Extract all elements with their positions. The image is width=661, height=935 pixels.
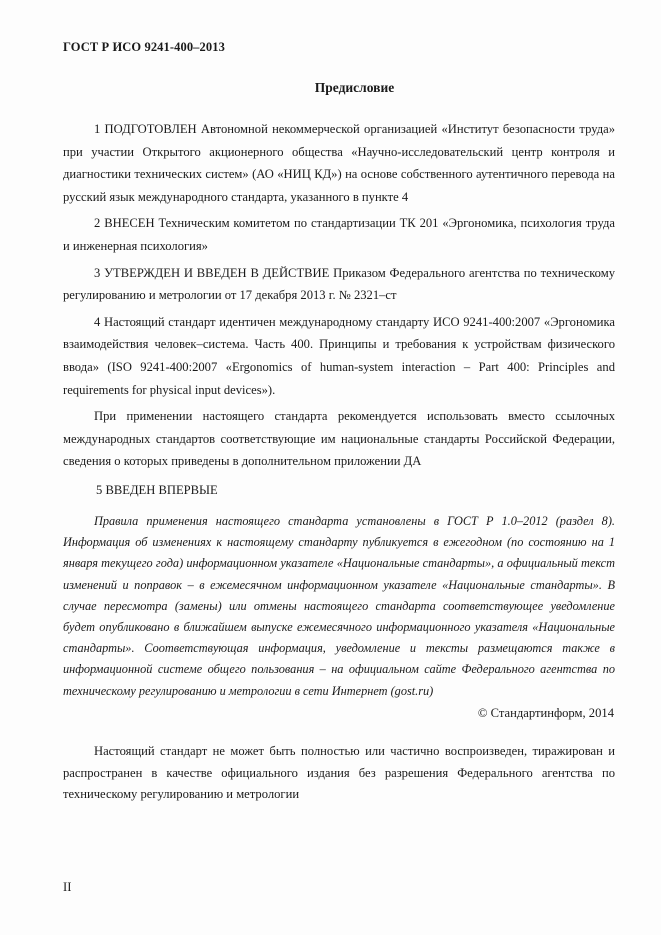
reproduction-notice-text: Настоящий стандарт не может быть полностью или частично воспроизведен, тиражирован и распространен в качестве официального издания без разрешения Федерального агентства по техническому регулированию и метрологии bbox=[63, 744, 615, 801]
foreword-paragraph-introduced: 2 ВНЕСЕН Техническим комитетом по стандартизации ТК 201 «Эргономика, психология труда и инженерная психология» bbox=[63, 216, 615, 253]
foreword-paragraph-identical: 4 Настоящий стандарт идентичен международному стандарту ИСО 9241-400:2007 «Эргономика взаимодействия человек–система. Часть 400. Принципы и требования к устройствам физического ввода» (ISO 9241-400:2007 «Ergonomics of human-system interaction – Part 400: Principles and requirements for physical input devices»). bbox=[63, 314, 615, 397]
foreword-paragraph-approved: 3 УТВЕРЖДЕН И ВВЕДЕН В ДЕЙСТВИЕ Приказом Федерального агентства по техническому регулированию и метрологии от 17 декабря 2013 г. № 2321–ст bbox=[63, 265, 615, 303]
foreword-paragraph-first-introduced: 5 ВВЕДЕН ВПЕРВЫЕ bbox=[96, 482, 218, 497]
foreword-title: Предисловие bbox=[314, 80, 395, 95]
foreword-body bbox=[63, 118, 615, 502]
application-rules-notice bbox=[63, 511, 615, 702]
page-number: II bbox=[63, 880, 72, 894]
copyright-line: © Стандартинформ, 2014 bbox=[477, 706, 614, 720]
standard-code-header: ГОСТ Р ИСО 9241-400–2013 bbox=[63, 40, 225, 54]
reproduction-notice bbox=[63, 741, 615, 806]
notice-text: Правила применения настоящего стандарта установлены в ГОСТ Р 1.0–2012 (раздел 8). Информация об изменениях к настоящему стандарту публикуется в ежегодном (по состоянию на 1 января текущего года) информационном указателе «Национальные стандарты», а официальный текст изменений и поправок – в ежемесячном информационном указателе «Национальные стандарты». В случае пересмотра (замены) или отмены настоящего стандарта соответствующее уведомление будет опубликовано в ближайшем выпуске ежемесячного информационного указателя «Национальные стандарты». Соответствующая информация, уведомление и тексты размещаются также в информационной системе общего пользования – на официальном сайте Федерального агентства по техническому регулированию и метрологии в сети Интернет (gost.ru) bbox=[63, 514, 615, 698]
foreword-paragraph-references: При применении настоящего стандарта рекомендуется использовать вместо ссылочных международных стандартов соответствующие им национальные стандарты Российской Федерации, сведения о которых приведены в дополнительном приложении ДА bbox=[63, 409, 615, 469]
foreword-paragraph-prepared: 1 ПОДГОТОВЛЕН Автономной некоммерческой организацией «Институт безопасности труда» при участии Открытого акционерного общества «Научно-исследовательский центр контроля и диагностики технических систем» (АО «НИЦ КД») на основе собственного аутентичного перевода на русский язык международного стандарта, указанного в пункте 4 bbox=[63, 122, 615, 204]
